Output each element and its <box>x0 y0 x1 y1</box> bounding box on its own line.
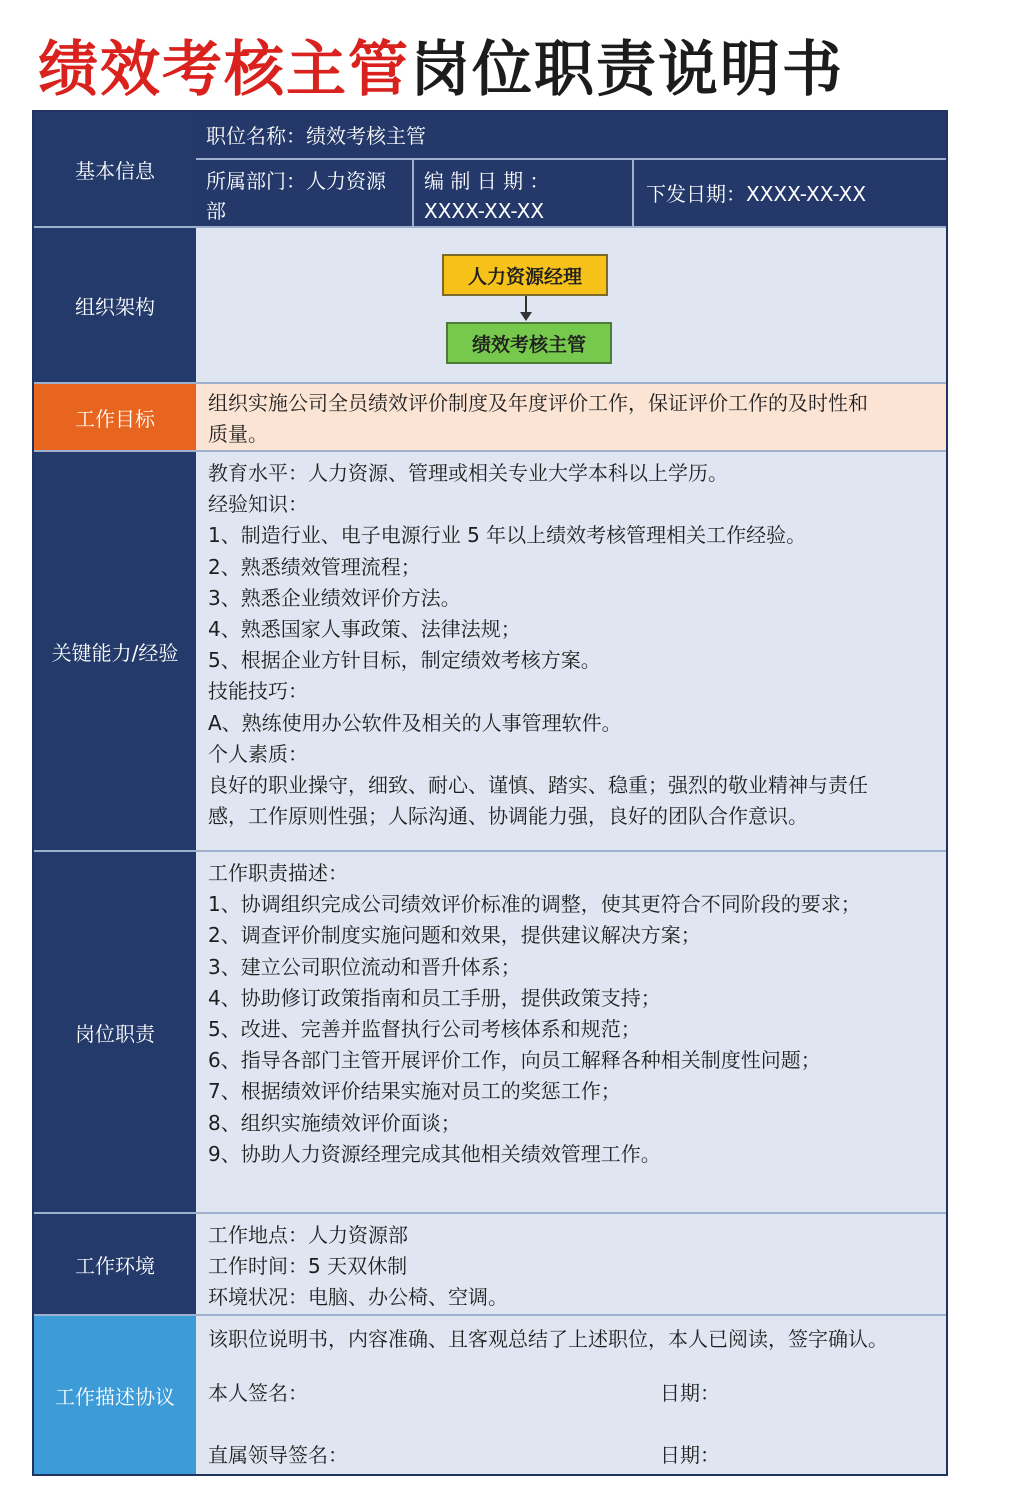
skills-line: 经验知识： <box>208 492 308 517</box>
title-red-part: 绩效考核主管 <box>38 35 410 105</box>
position-name: 职位名称：绩效考核主管 <box>196 112 946 160</box>
label-job-duties: 岗位职责 <box>34 852 196 1214</box>
row-work-goal <box>34 384 946 452</box>
self-sign-row <box>208 1378 934 1408</box>
leader-sign-row <box>208 1440 934 1470</box>
duty-line: 5、改进、完善并监督执行公司考核体系和规范； <box>208 1017 641 1042</box>
department-line-1: 所属部门：人力资源 <box>206 169 386 193</box>
duty-line: 1、协调组织完成公司绩效评价标准的调整，使其更符合不同阶段的要求； <box>208 892 861 917</box>
leader-date-label: 日期： <box>660 1443 720 1467</box>
skills-line: 2、熟悉绩效管理流程； <box>208 554 421 579</box>
label-key-skills: 关键能力/经验 <box>34 452 196 852</box>
skills-line: 3、熟悉企业绩效评价方法。 <box>208 585 461 610</box>
skills-line: 个人素质： <box>208 741 308 766</box>
arrow-down-icon <box>520 312 532 321</box>
org-box-supervisor: 绩效考核主管 <box>446 322 612 364</box>
agreement-statement: 该职位说明书，内容准确、且客观总结了上述职位，本人已阅读，签字确认。 <box>208 1327 888 1351</box>
label-org-structure: 组织架构 <box>34 228 196 384</box>
self-date-label: 日期： <box>660 1381 720 1405</box>
job-description-table <box>32 110 948 1476</box>
make-date-value: XXXX-XX-XX <box>424 199 545 223</box>
work-goal-content <box>196 384 946 452</box>
skills-line: 教育水平：人力资源、管理或相关专业大学本科以上学历。 <box>208 461 728 485</box>
job-duties-content <box>196 852 946 1214</box>
org-chart <box>196 228 946 384</box>
row-org-structure <box>34 228 946 384</box>
make-date-label: 编 制 日 期 ： <box>424 169 550 193</box>
row-job-duties <box>34 852 946 1214</box>
department-line-2: 部 <box>206 199 226 223</box>
department <box>196 160 414 226</box>
env-line: 环境状况：电脑、办公椅、空调。 <box>208 1285 508 1310</box>
label-basic-info: 基本信息 <box>34 112 196 228</box>
label-work-environment: 工作环境 <box>34 1214 196 1316</box>
work-environment-content <box>196 1214 946 1316</box>
self-signature-label: 本人签名： <box>208 1381 308 1405</box>
row-agreement <box>34 1316 946 1474</box>
leader-signature-label: 直属领导签名： <box>208 1443 348 1467</box>
agreement-content <box>196 1316 946 1474</box>
duty-line: 2、调查评价制度实施问题和效果，提供建议解决方案； <box>208 923 701 948</box>
row-work-environment <box>34 1214 946 1316</box>
make-date <box>414 160 634 226</box>
env-line: 工作地点：人力资源部 <box>208 1223 408 1247</box>
skills-line: 技能技巧： <box>208 679 308 704</box>
skills-line: A、熟练使用办公软件及相关的人事管理软件。 <box>208 710 622 735</box>
row-key-skills <box>34 452 946 852</box>
label-agreement: 工作描述协议 <box>34 1316 196 1474</box>
row-basic-info <box>34 112 946 228</box>
skills-line: 5、根据企业方针目标，制定绩效考核方案。 <box>208 648 601 673</box>
duty-line: 6、指导各部门主管开展评价工作，向员工解释各种相关制度性问题； <box>208 1048 821 1073</box>
goal-line: 质量。 <box>208 422 268 446</box>
skills-line: 4、熟悉国家人事政策、法律法规； <box>208 617 521 642</box>
skills-line: 良好的职业操守，细致、耐心、谨慎、踏实、稳重；强烈的敬业精神与责任 <box>208 773 868 798</box>
goal-line: 组织实施公司全员绩效评价制度及年度评价工作，保证评价工作的及时性和 <box>208 391 868 415</box>
duty-line: 工作职责描述： <box>208 861 348 885</box>
title-black-part: 岗位职责说明书 <box>410 35 844 105</box>
duty-line: 4、协助修订政策指南和员工手册，提供政策支持； <box>208 985 661 1010</box>
skills-line: 1、制造行业、电子电源行业 5 年以上绩效考核管理相关工作经验。 <box>208 523 807 548</box>
org-box-manager: 人力资源经理 <box>442 254 608 296</box>
skills-line: 感，工作原则性强；人际沟通、协调能力强，良好的团队合作意识。 <box>208 804 808 829</box>
duty-line: 9、协助人力资源经理完成其他相关绩效管理工作。 <box>208 1141 661 1166</box>
label-work-goal: 工作目标 <box>34 384 196 452</box>
key-skills-content <box>196 452 946 852</box>
basic-info-content <box>196 112 946 228</box>
duty-line: 7、根据绩效评价结果实施对员工的奖惩工作； <box>208 1079 621 1104</box>
document-title <box>38 30 844 110</box>
issue-date: 下发日期：XXXX-XX-XX <box>646 182 867 206</box>
duty-line: 3、建立公司职位流动和晋升体系； <box>208 954 521 979</box>
duty-line: 8、组织实施绩效评价面谈； <box>208 1110 461 1135</box>
env-line: 工作时间：5 天双休制 <box>208 1254 408 1279</box>
